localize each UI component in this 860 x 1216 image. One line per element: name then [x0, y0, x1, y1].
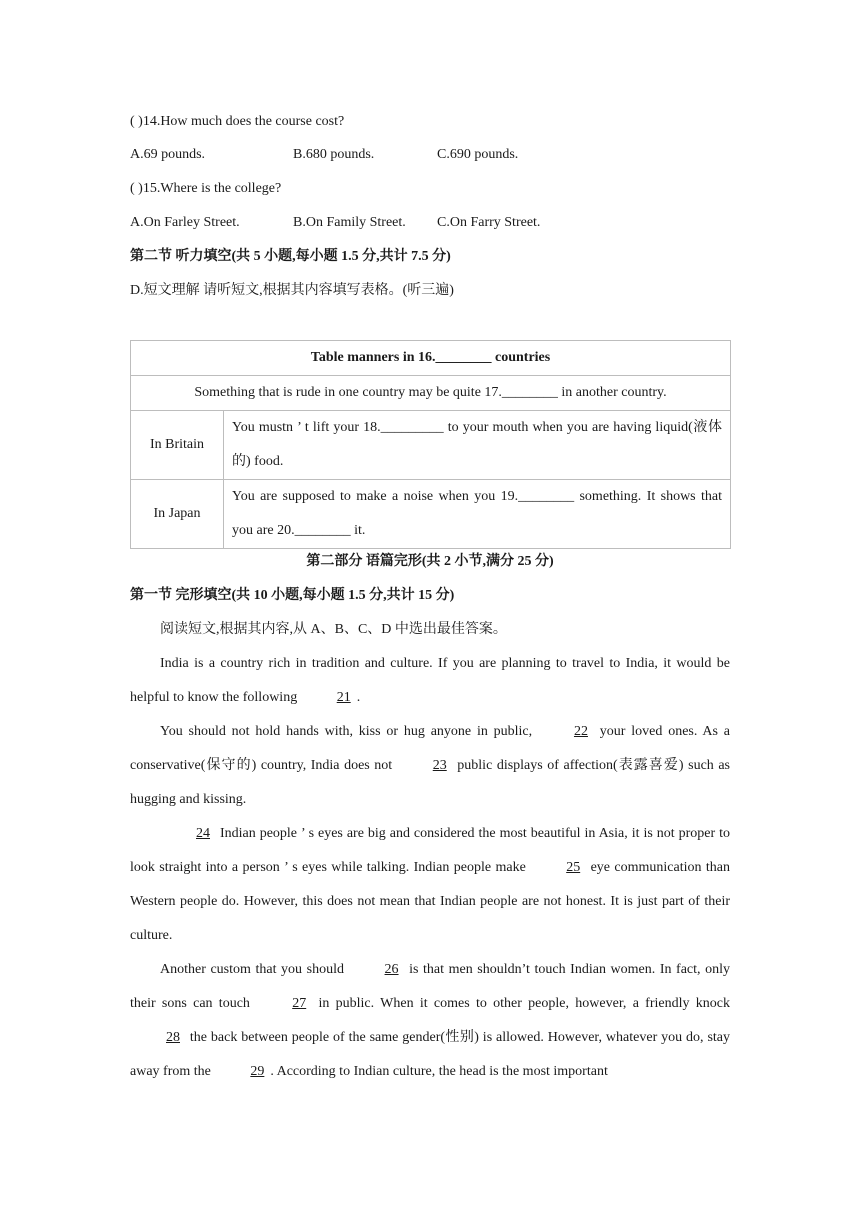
blank-26: 26: [384, 962, 399, 977]
blank-25: 25: [566, 860, 581, 875]
q15-option-a: A.On Farley Street.: [130, 215, 240, 230]
blank-24: 24: [196, 826, 210, 841]
blank-22: 22: [573, 724, 588, 739]
table-row: [131, 376, 731, 411]
q14-option-b: B.680 pounds.: [293, 147, 375, 162]
table-row: [131, 341, 731, 376]
row-text-britain: You mustn ’ t lift your 18._________ to your mouth when you are having liquid(液体的) food.: [224, 411, 731, 480]
passage-paragraph-4: Another custom that you should 26 is that men shouldn’t touch Indian women. In fact, only their sons can touch 27 in public. When it comes to other people, however, a friendly knock 28 the back between people of the same gender(性别) is allowed. However, whatever you do, stay away from the 29 . According to Indian culture, the head is the most important: [130, 953, 730, 1089]
section-2-instruction: D.短文理解 请听短文,根据其内容填写表格。(听三遍): [130, 283, 454, 298]
cloze-passage: [130, 647, 730, 1089]
q14-option-a: A.69 pounds.: [130, 147, 206, 162]
passage-paragraph-2: You should not hold hands with, kiss or hug anyone in public, 22 your loved ones. As a conservative(保守的) country, India does not 23 public displays of affection(表露喜爱) such as hugging and kissing.: [130, 715, 730, 817]
row-label-japan: In Japan: [131, 480, 224, 549]
table-title: Table manners in 16.________ countries: [131, 341, 731, 376]
blank-21: 21: [336, 690, 351, 705]
q14-option-c: C.690 pounds.: [437, 147, 519, 162]
table-row: [131, 480, 731, 549]
blank-27: 27: [292, 996, 307, 1011]
table-manners-table: [130, 340, 731, 549]
row-label-britain: In Britain: [131, 411, 224, 480]
question-14-stem: ( )14.How much does the course cost?: [130, 114, 345, 129]
part-2-section-1-heading: 第一节 完形填空(共 10 小题,每小题 1.5 分,共计 15 分): [130, 588, 455, 603]
q15-option-c: C.On Farry Street.: [437, 215, 541, 230]
question-15-stem: ( )15.Where is the college?: [130, 181, 282, 196]
passage-paragraph-3: 24 Indian people ’ s eyes are big and considered the most beautiful in Asia, it is not proper to look straight into a person ’ s eyes while talking. Indian people make 25 eye communication than Western people do. However, this does not mean that Indian people are not honest. It is just part of their culture.: [130, 817, 730, 953]
row-text-japan: You are supposed to make a noise when you 19.________ something. It shows that you are 20.________ it.: [224, 480, 731, 549]
blank-28: 28: [166, 1030, 180, 1045]
part-2-heading: 第二部分 语篇完形(共 2 小节,满分 25 分): [306, 554, 554, 569]
blank-29: 29: [250, 1064, 265, 1079]
passage-paragraph-1: India is a country rich in tradition and culture. If you are planning to travel to India, it would be helpful to know the following 21 .: [130, 647, 730, 715]
table-row: [131, 411, 731, 480]
section-2-heading: 第二节 听力填空(共 5 小题,每小题 1.5 分,共计 7.5 分): [130, 249, 451, 264]
blank-23: 23: [432, 758, 447, 773]
table-subtitle: Something that is rude in one country may be quite 17.________ in another country.: [131, 376, 731, 411]
q15-option-b: B.On Family Street.: [293, 215, 406, 230]
part-2-instruction: 阅读短文,根据其内容,从 A、B、C、D 中选出最佳答案。: [160, 622, 507, 637]
